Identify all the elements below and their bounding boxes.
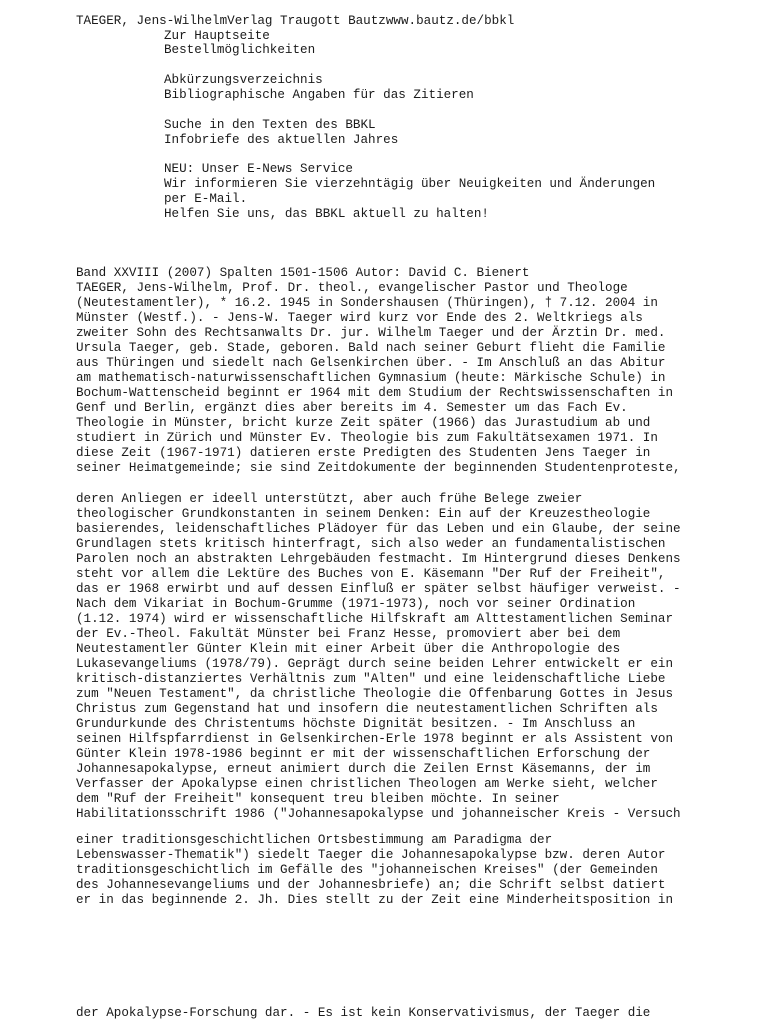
article-line: seinen Hilfspfarrdienst in Gelsenkirchen-Erle 1978 beginnt er als Assistent von: [76, 732, 674, 746]
article-line: Lebenswasser-Thematik") siedelt Taeger die Johannesapokalypse bzw. deren Autor: [76, 848, 666, 862]
nav-link-search[interactable]: Suche in den Texten des BBKL: [164, 118, 376, 132]
article-line: des Johannesevangeliums und der Johannesbriefe) an; die Schrift selbst datiert: [76, 878, 666, 892]
article-line: deren Anliegen er ideell unterstützt, aber auch frühe Belege zweier: [76, 492, 583, 506]
nav-link-abbreviations[interactable]: Abkürzungsverzeichnis: [164, 73, 323, 87]
article-line: Habilitationsschrift 1986 ("Johannesapokalypse und johanneischer Kreis - Versuch: [76, 807, 681, 821]
article-line: Parolen noch an abstrakten Lehrgebäuden festmacht. Im Hintergrund dieses Denkens: [76, 552, 681, 566]
article-line: Grundurkunde des Christentums höchste Dignität besitzen. - Im Anschluss an: [76, 717, 636, 731]
article-line: der Ev.-Theol. Fakultät Münster bei Franz Hesse, promoviert aber bei dem: [76, 627, 621, 641]
article-line: TAEGER, Jens-Wilhelm, Prof. Dr. theol., evangelischer Pastor und Theologe: [76, 281, 628, 295]
nav-link-enews[interactable]: NEU: Unser E-News Service: [164, 162, 353, 176]
article-line: aus Thüringen und siedelt nach Gelsenkirchen über. - Im Anschluß an das Abitur: [76, 356, 666, 370]
article-line: dem "Ruf der Freiheit" konsequent treu bleiben möchte. In seiner: [76, 792, 560, 806]
article-line: Bochum-Wattenscheid beginnt er 1964 mit dem Studium der Rechtswissenschaften in: [76, 386, 674, 400]
article-line: seiner Heimatgemeinde; sie sind Zeitdokumente der beginnenden Studentenproteste,: [76, 461, 681, 475]
article-line: diese Zeit (1967-1971) datieren erste Predigten des Studenten Jens Taeger in: [76, 446, 651, 460]
nav-link-help[interactable]: Helfen Sie uns, das BBKL aktuell zu halten!: [164, 207, 489, 221]
article-line: Johannesapokalypse, erneut animiert durch die Zeilen Ernst Käsemanns, der im: [76, 762, 651, 776]
article-line: Neutestamentler Günter Klein mit einer Arbeit über die Anthropologie des: [76, 642, 621, 656]
article-line: Theologie in Münster, bricht kurze Zeit später (1966) das Jurastudium ab und: [76, 416, 651, 430]
article-line: steht vor allem die Lektüre des Buches von E. Käsemann "Der Ruf der Freiheit",: [76, 567, 666, 581]
article-line: theologischer Grundkonstanten in seinem Denken: Ein auf der Kreuzestheologie: [76, 507, 651, 521]
article-line: zum "Neuen Testament", da christliche Theologie die Offenbarung Gottes in Jesus: [76, 687, 674, 701]
article-line: basierendes, leidenschaftliches Plädoyer für das Leben und ein Glaube, der seine: [76, 522, 681, 536]
article-line: Münster (Westf.). - Jens-W. Taeger wird kurz vor Ende des 2. Weltkriegs als: [76, 311, 643, 325]
article-line: Günter Klein 1978-1986 beginnt er mit der wissenschaftlichen Erforschung der: [76, 747, 651, 761]
news-info-line: per E-Mail.: [164, 192, 248, 206]
article-line: Genf und Berlin, ergänzt dies aber bereits im 4. Semester um das Fach Ev.: [76, 401, 628, 415]
article-line: Ursula Taeger, geb. Stade, geboren. Bald nach seiner Geburt flieht die Familie: [76, 341, 666, 355]
article-line: am mathematisch-naturwissenschaftlichen Gymnasium (heute: Märkische Schule) in: [76, 371, 666, 385]
nav-link-citation[interactable]: Bibliographische Angaben für das Zitieren: [164, 88, 474, 102]
article-line: Lukasevangeliums (1978/79). Geprägt durch seine beiden Lehrer entwickelt er ein: [76, 657, 674, 671]
article-line: er in das beginnende 2. Jh. Dies stellt zu der Zeit eine Minderheitsposition in: [76, 893, 674, 907]
article-line: einer traditionsgeschichtlichen Ortsbestimmung am Paradigma der: [76, 833, 553, 847]
article-line: das er 1968 erwirbt und auf dessen Einfluß er später selbst häufiger verweist. -: [76, 582, 681, 596]
article-line: Christus zum Gegenstand hat und insofern die neutestamentlichen Schriften als: [76, 702, 658, 716]
article-line: studiert in Zürich und Münster Ev. Theologie bis zum Fakultätsexamen 1971. In: [76, 431, 658, 445]
nav-link-infobriefe[interactable]: Infobriefe des aktuellen Jahres: [164, 133, 399, 147]
article-line: kritisch-distanziertes Verhältnis zum "Alten" und eine leidenschaftliche Liebe: [76, 672, 666, 686]
article-line: Grundlagen stets kritisch hinterfragt, sich also weder an fundamentalistischen: [76, 537, 666, 551]
article-line: Nach dem Vikariat in Bochum-Grumme (1971-1973), noch vor seiner Ordination: [76, 597, 636, 611]
article-line: zweiter Sohn des Rechtsanwalts Dr. jur. Wilhelm Taeger und der Ärztin Dr. med.: [76, 326, 666, 340]
news-info-line: Wir informieren Sie vierzehntägig über Neuigkeiten und Änderungen: [164, 177, 656, 191]
article-line: traditionsgeschichtlich im Gefälle des "johanneischen Kreises" (der Gemeinden: [76, 863, 658, 877]
article-line: Band XXVIII (2007) Spalten 1501-1506 Autor: David C. Bienert: [76, 266, 530, 280]
nav-link-ordering[interactable]: Bestellmöglichkeiten: [164, 43, 316, 57]
article-line: Verfasser der Apokalypse einen christlichen Theologen am Werke sieht, welcher: [76, 777, 658, 791]
nav-link-home[interactable]: Zur Hauptseite: [164, 29, 270, 43]
article-line: der Apokalypse-Forschung dar. - Es ist kein Konservativismus, der Taeger die: [76, 1006, 651, 1020]
page-title: TAEGER, Jens-WilhelmVerlag Traugott Bautzwww.bautz.de/bbkl: [76, 14, 515, 28]
article-line: (Neutestamentler), * 16.2. 1945 in Sondershausen (Thüringen), † 7.12. 2004 in: [76, 296, 658, 310]
article-line: (1.12. 1974) wird er wissenschaftliche Hilfskraft am Alttestamentlichen Seminar: [76, 612, 674, 626]
